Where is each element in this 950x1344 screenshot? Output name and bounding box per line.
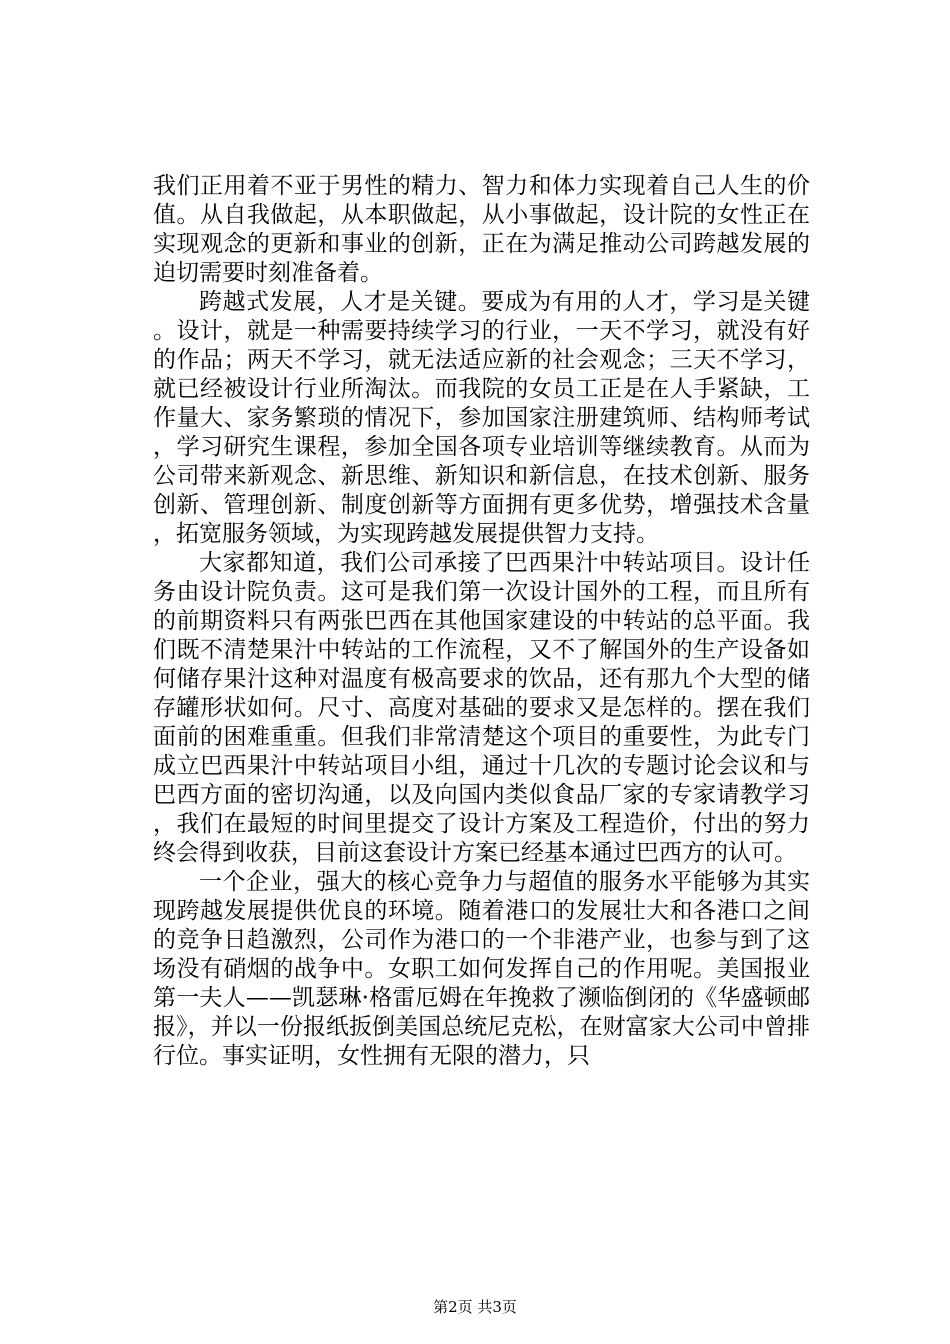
paragraph-3: 大家都知道，我们公司承接了巴西果汁中转站项目。设计任务由设计院负责。这可是我们第一次设计国外的工程，而且所有的前期资料只有两张巴西在其他国家建设的中转站的总平面。我们既不清楚果汁中转站的工作流程，又不了解国外的生产设备如何储存果汁这种对温度有极高要求的饮品，还有那九个大型的储存罐形状如何。尺寸、高度对基础的要求又是怎样的。摆在我们面前的困难重重。但我们非常清楚这个项目的重要性，为此专门成立巴西果汁中转站项目小组，通过十几次的专题讨论会议和与巴西方面的密切沟通，以及向国内类似食品厂家的专家请教学习，我们在最短的时间里提交了设计方案及工程造价，付出的努力终会得到收获，目前这套设计方案已经基本通过巴西方的认可。 [153, 550, 810, 866]
paragraph-2: 跨越式发展，人才是关键。要成为有用的人才，学习是关键。设计，就是一种需要持续学习的行业，一天不学习，就没有好的作品；两天不学习，就无法适应新的社会观念；三天不学习，就已经被设计行业所淘汰。而我院的女员工正是在人手紧缺，工作量大、家务繁琐的情况下，参加国家注册建筑师、结构师考试，学习研究生课程，参加全国各项专业培训等继续教育。从而为公司带来新观念、新思维、新知识和新信息，在技术创新、服务创新、管理创新、制度创新等方面拥有更多优势，增强技术含量，拓宽服务领域，为实现跨越发展提供智力支持。 [153, 289, 810, 547]
document-body [153, 172, 810, 1071]
paragraph-4: 一个企业，强大的核心竞争力与超值的服务水平能够为其实现跨越发展提供优良的环境。随着港口的发展壮大和各港口之间的竞争日趋激烈，公司作为港口的一个非港产业，也参与到了这场没有硝烟的战争中。女职工如何发挥自己的作用呢。美国报业第一夫人——凯瑟琳·格雷厄姆在年挽救了濒临倒闭的《华盛顿邮报》，并以一份报纸扳倒美国总统尼克松，在财富家大公司中曾排行位。事实证明，女性拥有无限的潜力，只 [153, 869, 810, 1069]
paragraph-1: 我们正用着不亚于男性的精力、智力和体力实现着自己人生的价值。从自我做起，从本职做起，从小事做起，设计院的女性正在实现观念的更新和事业的创新，正在为满足推动公司跨越发展的迫切需要时刻准备着。 [153, 173, 810, 286]
page-footer: 第2页 共3页 [433, 1298, 517, 1316]
